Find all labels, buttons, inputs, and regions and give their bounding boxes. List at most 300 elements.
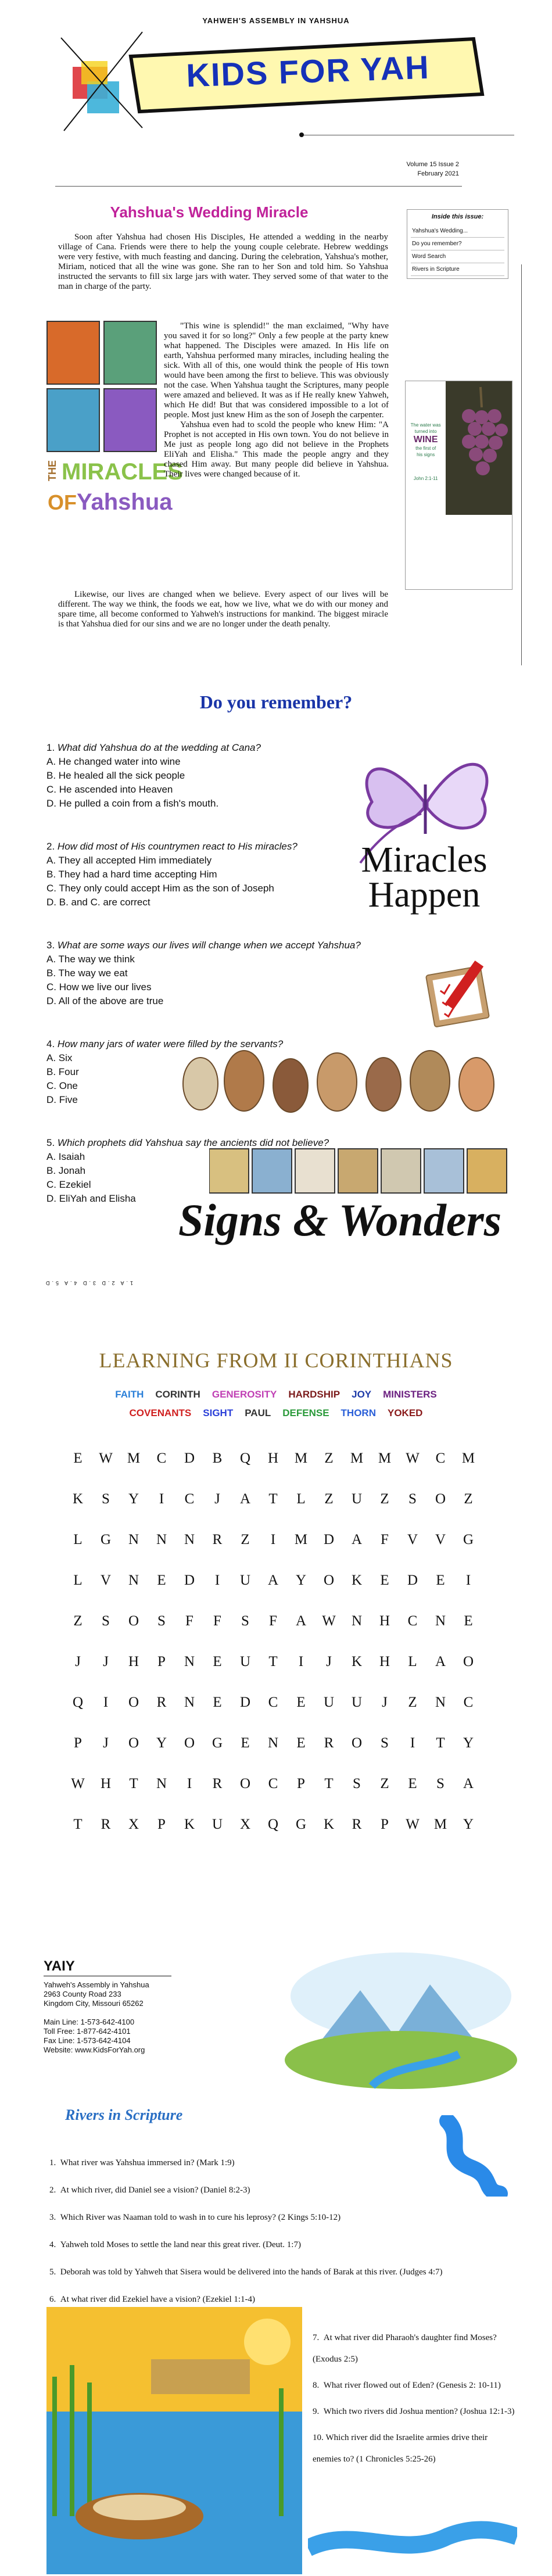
grid-letter[interactable]: E [436,1572,445,1588]
option-letter: D. [46,897,56,908]
grid-letter[interactable]: C [268,1776,278,1792]
grid-letter[interactable]: H [379,1654,390,1669]
wordsearch-title: LEARNING FROM II CORINTHIANS [99,1349,453,1372]
wine-text: the first of [415,446,436,451]
grid-letter[interactable]: A [435,1654,446,1669]
grid-letter[interactable]: S [353,1776,361,1792]
grid-letter[interactable]: O [323,1572,335,1588]
grid-letter[interactable]: N [156,1776,167,1792]
grid-letter[interactable]: Q [239,1450,251,1466]
river-question: 2. At which river, did Daniel see a vision? (Daniel 8:2-3) [49,2186,250,2195]
grid-letter[interactable]: W [406,1817,420,1832]
grid-letter[interactable]: Z [324,1491,334,1507]
option-text: One [59,1080,78,1091]
grid-letter[interactable]: E [464,1613,473,1629]
grid-letter[interactable]: O [435,1491,446,1507]
river-question: 6. At what river did Ezekiel have a vision? (Ezekiel 1:1-4) [49,2295,256,2304]
grid-letter[interactable]: F [185,1613,193,1629]
bible-scenes-strip [209,1148,511,1194]
grid-letter[interactable]: U [212,1817,223,1832]
grid-letter[interactable]: F [269,1613,277,1629]
article-title: Yahshua's Wedding Miracle [110,203,309,221]
answer-option[interactable] [46,868,372,882]
issue-info [378,160,459,178]
grid-letter[interactable]: J [214,1491,220,1507]
grid-letter[interactable]: A [295,1613,307,1629]
grid-letter[interactable]: T [436,1735,445,1751]
word-list-item: JOY [352,1389,372,1400]
address-line: Yahweh's Assembly in Yahshua [44,1980,149,1989]
option-letter: D. [46,1094,56,1105]
grid-letter[interactable]: J [382,1694,388,1710]
grid-letter[interactable]: J [326,1654,332,1669]
option-letter: A. [46,756,56,767]
grid-letter[interactable]: L [296,1491,306,1507]
wine-text: his signs [417,452,435,457]
grid-letter[interactable]: S [157,1613,166,1629]
option-text: He ascended into Heaven [59,784,173,795]
grid-letter[interactable]: N [267,1735,279,1751]
option-text: The way we think [58,954,135,965]
grid-letter[interactable]: I [214,1572,220,1588]
grid-letter[interactable]: D [184,1450,195,1466]
river-question: 3. Which River was Naaman told to wash in to cure his leprosy? (2 Kings 5:10-12) [49,2213,341,2222]
side-rule [521,264,522,665]
grid-letter[interactable]: C [435,1450,446,1466]
option-text: They all accepted Him immediately [58,855,212,866]
grid-letter[interactable]: D [407,1572,418,1588]
volume-label: Volume 15 Issue 2 [406,161,459,168]
grid-letter[interactable]: G [212,1735,223,1751]
option-letter: D. [46,798,56,809]
wine-ref: John 2:1-11 [413,476,438,481]
grid-letter[interactable]: V [407,1532,418,1547]
option-letter: A. [46,954,56,965]
grid-letter[interactable]: C [407,1613,418,1629]
answer-option[interactable] [46,980,407,994]
yaiy-logo: YAIY [44,1958,75,1974]
grid-letter[interactable]: H [100,1776,112,1792]
grid-letter[interactable]: Y [463,1817,474,1832]
option-letter: C. [46,784,56,795]
address-line [44,2008,149,2018]
rivers-title: Rivers in Scripture [65,2106,183,2123]
grid-letter[interactable]: A [463,1776,474,1792]
grid-letter[interactable]: Z [324,1450,334,1466]
word-list-item: PAUL [245,1407,271,1418]
grid-letter[interactable]: O [128,1694,139,1710]
grid-letter[interactable]: X [128,1817,139,1832]
grid-letter[interactable]: K [351,1572,363,1588]
option-text: The way we eat [58,968,128,979]
grid-letter[interactable]: R [352,1817,362,1832]
question-stem [46,938,407,952]
grid-letter[interactable]: E [380,1572,389,1588]
grid-letter[interactable]: N [184,1694,195,1710]
grid-row [64,1438,506,1479]
grid-letter[interactable]: L [73,1572,83,1588]
address-line: Kingdom City, Missouri 65262 [44,1999,144,2008]
address-block [44,1980,149,2055]
question-stem [46,741,372,755]
wine-card [405,381,512,590]
grid-letter[interactable]: N [128,1532,139,1547]
option-letter: C. [46,981,56,993]
answer-option[interactable] [46,797,372,811]
river-question: 5. Deborah was told by Yahweh that Sisera would be delivered into the hands of Barak at this river. (Judges 4:7) [49,2267,443,2277]
grid-letter[interactable]: W [71,1776,85,1792]
grid-letter[interactable]: O [463,1654,474,1669]
grid-letter[interactable]: M [433,1817,447,1832]
grid-letter[interactable]: M [350,1450,364,1466]
grid-letter[interactable]: E [241,1735,250,1751]
grid-letter[interactable]: R [212,1532,223,1547]
word-list-row [0,1407,552,1419]
inside-item: Word Search [411,250,504,263]
word-list-item: FAITH [115,1389,144,1400]
miracles-word: Miracles [361,840,488,880]
grid-letter[interactable]: C [463,1694,474,1710]
answer-option[interactable] [46,769,372,783]
article-paragraph: "This wine is splendid!" the man exclaimed, "Why have you saved it for so long?" Only a few people at the party knew what happened. The Disciples were amazed. In His life on earth, Yahshua performed many miracles, including healing the sick. With all of this, one would think the people of His town would have been among the first to believe. This was obviously not the case. When Yahshua taught the Scriptures, many people were amazed and believed. It was as if He really knew Yahweh, which He did! But that was considered impossible to a lot of people. Most just knew Him as the son of Joseph the carpenter. [164,321,389,420]
address-line: 2963 County Road 233 [44,1990,121,1998]
grid-letter[interactable]: Z [73,1613,83,1629]
miracles-of: OF [48,490,77,514]
address-line: Fax Line: 1-573-642-4104 [44,2036,131,2045]
answer-option[interactable] [46,952,407,966]
grid-letter[interactable]: F [381,1532,389,1547]
inside-item: Yahshua's Wedding... [411,225,504,238]
signs-and-wonders: Signs & Wonders [178,1195,502,1245]
grid-letter[interactable]: I [465,1572,471,1588]
word-list-item: COVENANTS [129,1407,192,1418]
grid-letter[interactable]: I [410,1735,415,1751]
river-question: 7. At what river did Pharaoh's daughter find Moses? (Exodus 2:5) [313,2333,497,2364]
address-line: Main Line: 1-573-642-4100 [44,2018,135,2026]
grid-letter[interactable]: B [212,1450,223,1466]
grid-letter[interactable]: U [323,1694,335,1710]
option-letter: C. [46,883,56,894]
wine-text: turned into [414,429,437,434]
grid-letter[interactable]: E [408,1776,417,1792]
inside-item: Do you remember? [411,238,504,250]
option-text: They only could accept Him as the son of Joseph [59,883,274,894]
grid-letter[interactable]: P [381,1817,389,1832]
miracles-word: MIRACLES [62,459,183,485]
grid-letter[interactable]: G [463,1532,474,1547]
option-text: Jonah [58,1165,86,1176]
rivers-questions-right [313,2327,516,2475]
grapes-image [446,381,512,515]
org-header: YAHWEH'S ASSEMBLY IN YAHSHUA [202,16,350,25]
grid-row [64,1804,506,1845]
word-list-row [0,1389,552,1400]
word-list-item: YOKED [387,1407,423,1418]
grid-letter[interactable]: H [379,1613,390,1629]
grid-letter[interactable]: K [351,1654,363,1669]
grid-letter[interactable]: W [406,1450,420,1466]
grid-letter[interactable]: E [213,1654,222,1669]
grid-row [64,1520,506,1560]
grid-letter[interactable]: I [187,1776,192,1792]
miracles-art [46,321,183,536]
grid-letter[interactable]: M [294,1532,308,1547]
grid-letter[interactable]: P [157,1817,166,1832]
grid-letter[interactable]: Q [72,1694,84,1710]
option-letter: D. [46,995,56,1006]
question-number: 5. [46,1137,55,1148]
grid-letter[interactable]: O [239,1776,251,1792]
option-text: Four [58,1066,79,1077]
grid-letter[interactable]: W [99,1450,113,1466]
address-line: Toll Free: 1-877-642-4101 [44,2027,131,2036]
grid-letter[interactable]: G [100,1532,112,1547]
grid-letter[interactable]: Z [408,1694,417,1710]
grid-letter[interactable]: J [103,1735,109,1751]
grid-row [64,1723,506,1764]
grid-letter[interactable]: Y [156,1735,167,1751]
grid-letter[interactable]: X [239,1817,251,1832]
word-list-item: SIGHT [203,1407,234,1418]
option-text: EliYah and Elisha [59,1193,136,1204]
grid-letter[interactable]: U [351,1491,363,1507]
question-text: How many jars of water were filled by the servants? [57,1038,284,1049]
grid-letter[interactable]: R [324,1735,334,1751]
miracles-yahshua: Yahshua [77,489,173,515]
grid-letter[interactable]: O [351,1735,363,1751]
grid-letter[interactable]: V [100,1572,112,1588]
grid-letter[interactable]: S [102,1613,110,1629]
water-jars-image [174,1046,511,1116]
question-stem [46,840,372,854]
grid-letter[interactable]: C [268,1694,278,1710]
grid-letter[interactable]: T [324,1776,334,1792]
date-label: February 2021 [417,170,459,177]
option-text: How we live our lives [59,981,152,993]
grid-letter[interactable]: E [213,1694,222,1710]
grid-letter[interactable]: U [239,1654,251,1669]
answer-option[interactable] [46,895,372,909]
river-question: 10. Which river did the Israelite armies drive their enemies to? (1 Chronicles 5:25-26) [313,2433,488,2464]
word-list-item: GENEROSITY [212,1389,277,1400]
grid-letter[interactable]: H [267,1450,279,1466]
grid-letter[interactable]: K [184,1817,195,1832]
miracle-tile [103,388,157,452]
grid-row [64,1764,506,1804]
grid-letter[interactable]: P [74,1735,82,1751]
grid-letter[interactable]: Q [267,1817,279,1832]
answer-option[interactable] [46,783,372,797]
grid-letter[interactable]: O [128,1735,139,1751]
option-text: All of the above are true [58,995,164,1006]
option-text: He pulled a coin from a fish's mouth. [59,798,219,809]
grid-letter[interactable]: M [461,1450,475,1466]
option-text: Ezekiel [59,1179,91,1190]
grid-letter[interactable]: A [239,1491,251,1507]
grid-letter[interactable]: Z [380,1776,389,1792]
option-letter: C. [46,1080,56,1091]
answer-option[interactable] [46,994,407,1008]
grid-letter[interactable]: M [378,1450,392,1466]
grid-letter[interactable]: Z [241,1532,250,1547]
grid-letter[interactable]: P [157,1654,166,1669]
question-number: 4. [46,1038,55,1049]
river-question: 1. What river was Yahshua immersed in? (Mark 1:9) [49,2158,235,2167]
grid-letter[interactable]: T [268,1491,278,1507]
kids-for-yah-banner [125,36,491,114]
grid-letter[interactable]: T [129,1776,138,1792]
grid-letter[interactable]: S [408,1491,417,1507]
grid-letter[interactable]: H [128,1654,139,1669]
grid-letter[interactable]: I [159,1491,164,1507]
grid-letter[interactable]: N [351,1613,363,1629]
question-number: 3. [46,940,55,951]
option-letter: D. [46,1193,56,1204]
grid-letter[interactable]: L [408,1654,417,1669]
grid-letter[interactable]: Y [128,1491,139,1507]
address-line: Website: www.KidsForYah.org [44,2045,145,2054]
grid-letter[interactable]: D [239,1694,251,1710]
grid-letter[interactable]: D [323,1532,335,1547]
grid-letter[interactable]: R [212,1776,223,1792]
miracle-tile [46,388,100,452]
article-intro [58,232,388,292]
grid-letter[interactable]: E [296,1694,306,1710]
grid-letter[interactable]: R [101,1817,111,1832]
landscape-image [285,1950,517,2095]
question-text: What did Yahshua do at the wedding at Cana? [57,742,261,753]
grid-letter[interactable]: O [184,1735,195,1751]
word-list-item: DEFENSE [282,1407,329,1418]
grid-row [64,1642,506,1682]
answer-option[interactable] [46,755,372,769]
grid-letter[interactable]: U [351,1694,363,1710]
grid-row [64,1682,506,1723]
miracles-the: THE [46,460,58,481]
grid-row [64,1601,506,1642]
river-question: 4. Yahweh told Moses to settle the land near this great river. (Deut. 1:7) [49,2240,301,2249]
grid-letter[interactable]: T [73,1817,83,1832]
grid-letter[interactable]: A [351,1532,363,1547]
grid-letter[interactable]: N [184,1532,195,1547]
grid-letter[interactable]: Y [295,1572,307,1588]
miracle-tile [46,321,100,385]
grid-letter[interactable]: I [298,1654,304,1669]
grid-letter[interactable]: J [103,1654,109,1669]
grid-letter[interactable]: E [73,1450,83,1466]
option-text: Five [59,1094,78,1105]
grid-letter[interactable]: K [323,1817,335,1832]
grid-letter[interactable]: M [127,1450,141,1466]
grid-row [64,1560,506,1601]
grid-letter[interactable]: F [213,1613,221,1629]
article-paragraph: Yahshua even had to scold the people who knew Him: "A Prophet is not accepted in His own town. You do not believe in Me just as people long ago did not believe in the Prophets EliYah and Elisha." This made the people angry and they chased Him away. But many people did believe in Yahshua. Their lives were changed because of it. [164,420,389,479]
grid-letter[interactable]: Z [380,1491,389,1507]
title-rule [55,186,462,187]
grid-letter[interactable]: Z [464,1491,473,1507]
grid-letter[interactable]: S [102,1491,110,1507]
inside-item: Rivers in Scripture [411,263,504,276]
banner-title: KIDS FOR YAH [185,48,431,94]
grid-letter[interactable]: G [295,1817,307,1832]
upside-down-answers: 1.A 2.D 3.D 4.A 5.D [44,1280,134,1286]
grid-letter[interactable]: M [294,1450,308,1466]
grid-letter[interactable]: S [381,1735,389,1751]
grid-letter[interactable]: I [103,1694,109,1710]
word-list-item: MINISTERS [383,1389,437,1400]
grid-letter[interactable]: I [270,1532,276,1547]
option-letter: B. [46,968,56,979]
grid-letter[interactable]: O [128,1613,139,1629]
river-question: 8. What river flowed out of Eden? (Genesis 2: 10-11) [313,2381,501,2390]
grid-letter[interactable]: T [268,1654,278,1669]
grid-letter[interactable]: D [184,1572,195,1588]
question-number: 1. [46,742,55,753]
option-letter: A. [46,855,56,866]
grid-letter[interactable]: V [435,1532,446,1547]
question-1 [46,741,372,811]
letter-grid [64,1438,506,1845]
rule-dot [299,132,304,137]
grid-letter[interactable]: J [75,1654,81,1669]
article-paragraph: Soon after Yahshua had chosen His Disciples, He attended a wedding in the nearby village of Cana. Friends were there to help the young couple celebrate. Hebrew weddings were very festive, with much feasting and dancing. During the celebration, Yahshua's mother, Miriam, noticed that all the wine was gone. She ran to her Son and told him. So Yahshua instructed the servants to fill six large jars with water. They served some of that water to the man in charge of the party. [58,232,388,291]
grid-letter[interactable]: U [239,1572,251,1588]
grid-letter[interactable]: N [184,1654,195,1669]
grid-letter[interactable]: S [241,1613,249,1629]
grid-letter[interactable]: Y [463,1735,474,1751]
moses-basket-image [46,2307,302,2574]
option-letter: C. [46,1179,56,1190]
rivers-questions-left [49,2156,514,2320]
happen-word: Happen [368,875,481,915]
grid-letter[interactable]: C [184,1491,195,1507]
wine-card-text [406,381,446,589]
word-list-item: CORINTH [155,1389,200,1400]
option-text: B. and C. are correct [59,897,150,908]
miracle-tile [103,321,157,385]
grid-letter[interactable]: W [322,1613,336,1629]
inside-this-issue [407,209,508,279]
grid-letter[interactable]: E [157,1572,166,1588]
option-text: They had a hard time accepting Him [58,869,217,880]
grid-letter[interactable]: N [435,1613,446,1629]
answer-option[interactable] [46,966,407,980]
grid-letter[interactable]: A [267,1572,279,1588]
option-letter: A. [46,1052,56,1063]
question-2 [46,840,372,909]
question-text: How did most of His countrymen react to His miracles? [57,841,297,852]
question-text: Which prophets did Yahshua say the ancients did not believe? [57,1137,329,1148]
article-outro [58,590,388,629]
answer-option[interactable] [46,882,372,895]
answer-option[interactable] [46,854,372,868]
grid-letter[interactable]: S [436,1776,445,1792]
grid-letter[interactable]: N [128,1572,139,1588]
question-number: 2. [46,841,55,852]
grid-letter[interactable]: R [156,1694,167,1710]
grid-letter[interactable]: C [156,1450,167,1466]
question-text: What are some ways our lives will change when we accept Yahshua? [57,940,361,951]
grid-row [64,1479,506,1520]
grid-letter[interactable]: N [435,1694,446,1710]
grid-letter[interactable]: P [297,1776,305,1792]
option-text: He healed all the sick people [58,770,185,781]
grid-letter[interactable]: N [156,1532,167,1547]
grid-letter[interactable]: K [72,1491,84,1507]
article-paragraph: Likewise, our lives are changed when we believe. Every aspect of our lives will be different. The way we think, the foods we eat, how we live, what we do with our money and spare time, all become conformed to Yahweh's instructions for mankind. The biggest miracle is that Yahshua died for our sins and we are no longer under the death penalty. [58,590,388,629]
grid-letter[interactable]: L [73,1532,83,1547]
grid-letter[interactable]: E [296,1735,306,1751]
